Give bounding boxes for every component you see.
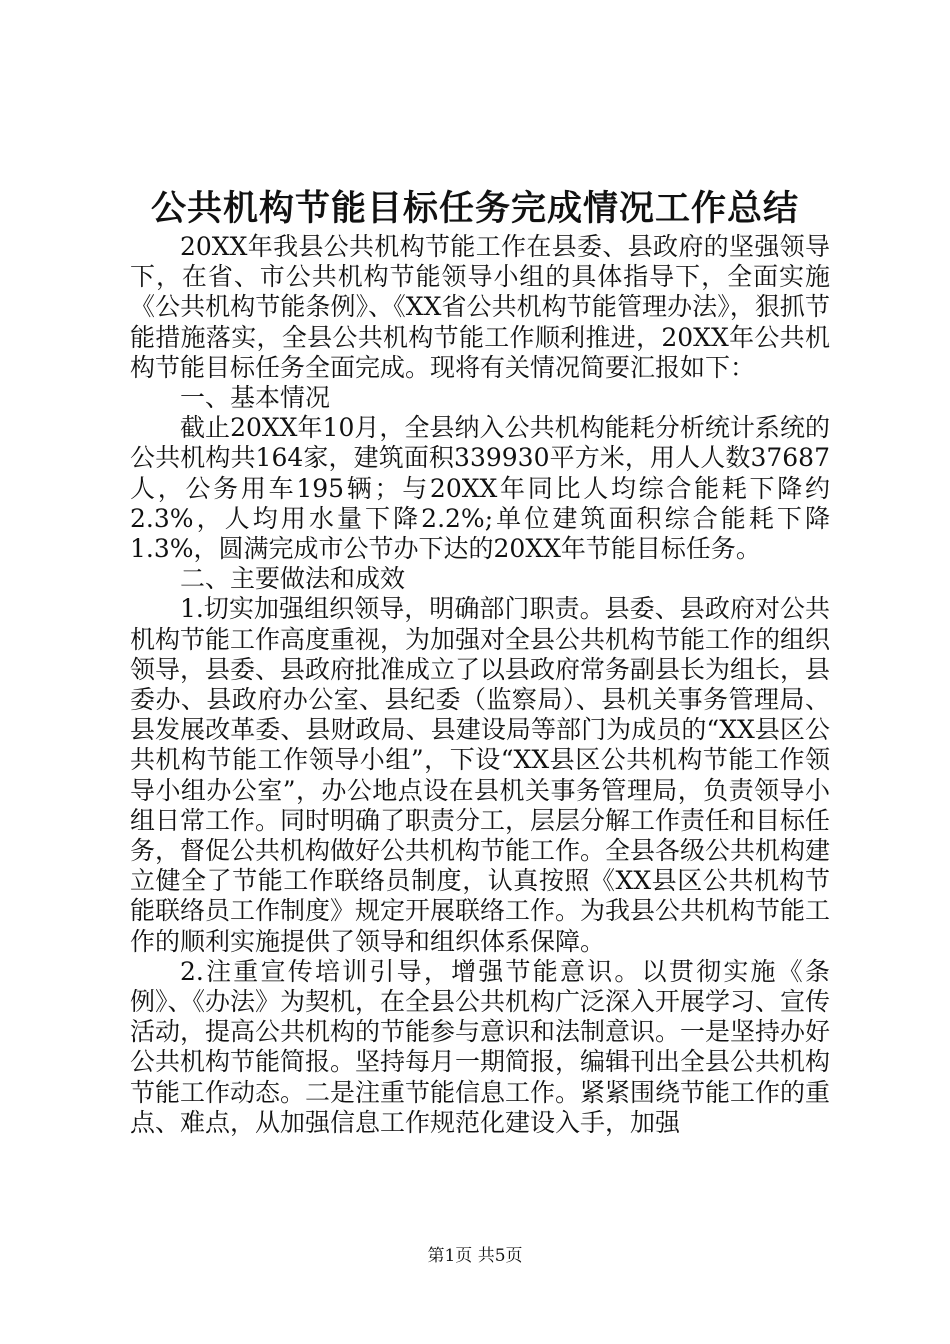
paragraph-measure-1: 1.切实加强组织领导，明确部门职责。县委、县政府对公共机构节能工作高度重视，为加强对全县公共机构节能工作的组织领导，县委、县政府批准成立了以县政府常务副县长为组长，县委办、县政府办公室、县纪委（监察局）、县机关事务管理局、县发展改革委、县财政局、县建设局等部门为成员的“XX县区公共机构节能工作领导小组”，下设“XX县区公共机构节能工作领导小组办公室”，办公地点设在县机关事务管理局，负责领导小组日常工作。同时明确了职责分工，层层分解工作责任和目标任务，督促公共机构做好公共机构节能工作。全县各级公共机构建立健全了节能工作联络员制度，认真按照《XX县区公共机构节能联络员工作制度》规定开展联络工作。为我县公共机构节能工作的顺利实施提供了领导和组织体系保障。 — [130, 594, 831, 956]
document-title: 公共机构节能目标任务完成情况工作总结 — [150, 189, 799, 229]
section-heading-measures: 二、主要做法和成效 — [180, 564, 406, 594]
page-footer: 第1页 共5页 — [427, 1246, 523, 1266]
paragraph-intro: 20XX年我县公共机构节能工作在县委、县政府的坚强领导下，在省、市公共机构节能领导小组的具体指导下，全面实施《公共机构节能条例》、《XX省公共机构节能管理办法》，狠抓节能措施落实，全县公共机构节能工作顺利推进，20XX年公共机构节能目标任务全面完成。现将有关情况简要汇报如下： — [130, 232, 830, 382]
paragraph-measure-2: 2.注重宣传培训引导，增强节能意识。以贯彻实施《条例》、《办法》为契机，在全县公共机构广泛深入开展学习、宣传活动，提高公共机构的节能参与意识和法制意识。一是坚持办好公共机构节能简报。坚持每月一期简报，编辑刊出全县公共机构节能工作动态。二是注重节能信息工作。紧紧围绕节能工作的重点、难点，从加强信息工作规范化建设入手，加强 — [130, 956, 831, 1137]
section-heading-basic: 一、基本情况 — [180, 383, 331, 413]
paragraph-basic-situation: 截止20XX年10月，全县纳入公共机构能耗分析统计系统的公共机构共164家，建筑面积339930平方米，用人人数37687人，公务用车195辆；与20XX年同比人均综合能耗下降约2.3%，人均用水量下降2.2%;单位建筑面积综合能耗下降1.3%，圆满完成市公节办下达的20XX年节能目标任务。 — [130, 413, 830, 564]
document-body — [130, 232, 830, 1138]
